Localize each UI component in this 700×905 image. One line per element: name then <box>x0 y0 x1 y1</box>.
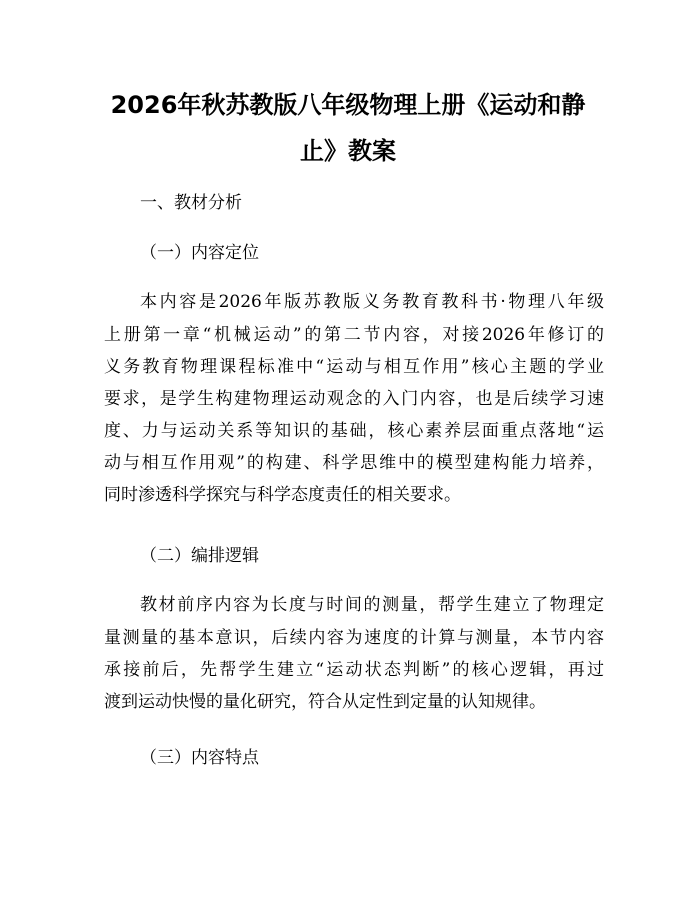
document-title-line-1: 2026年秋苏教版八年级物理上册《运动和静 <box>110 91 586 119</box>
subsection-heading-content-positioning: （一）内容定位 <box>140 243 259 263</box>
paragraph-line: 义务教育物理课程标准中“运动与相互作用”核心主题的学业 <box>104 357 604 377</box>
subsection-heading-content-features: （三）内容特点 <box>140 748 259 768</box>
paragraph-content-positioning <box>104 291 604 506</box>
paragraph-line: 教材前序内容为长度与时间的测量，帮学生建立了物理定 <box>140 595 604 615</box>
paragraph-line: 度、力与运动关系等知识的基础，核心素养层面重点落地“运 <box>104 421 604 441</box>
subsection-heading-arrangement-logic: （二）编排逻辑 <box>140 546 259 566</box>
paragraph-line: 上册第一章“机械运动”的第二节内容，对接2026年修订的 <box>104 325 604 345</box>
paragraph-line: 同时渗透科学探究与科学态度责任的相关要求。 <box>104 485 461 505</box>
paragraph-line: 渡到运动快慢的量化研究，符合从定性到定量的认知规律。 <box>104 692 546 712</box>
paragraph-line: 本内容是2026年版苏教版义务教育教科书·物理八年级 <box>140 292 604 312</box>
paragraph-line: 量测量的基本意识，后续内容为速度的计算与测量，本节内容 <box>104 628 604 648</box>
section-heading-textbook-analysis: 一、教材分析 <box>140 193 242 213</box>
paragraph-line: 动与相互作用观”的构建、科学思维中的模型建构能力培养， <box>104 453 604 473</box>
document-title-line-2: 止》教案 <box>300 137 396 165</box>
paragraph-arrangement-logic <box>104 594 604 713</box>
paragraph-line: 要求，是学生构建物理运动观念的入门内容，也是后续学习速 <box>104 389 604 409</box>
paragraph-line: 承接前后，先帮学生建立“运动状态判断”的核心逻辑，再过 <box>104 660 604 680</box>
